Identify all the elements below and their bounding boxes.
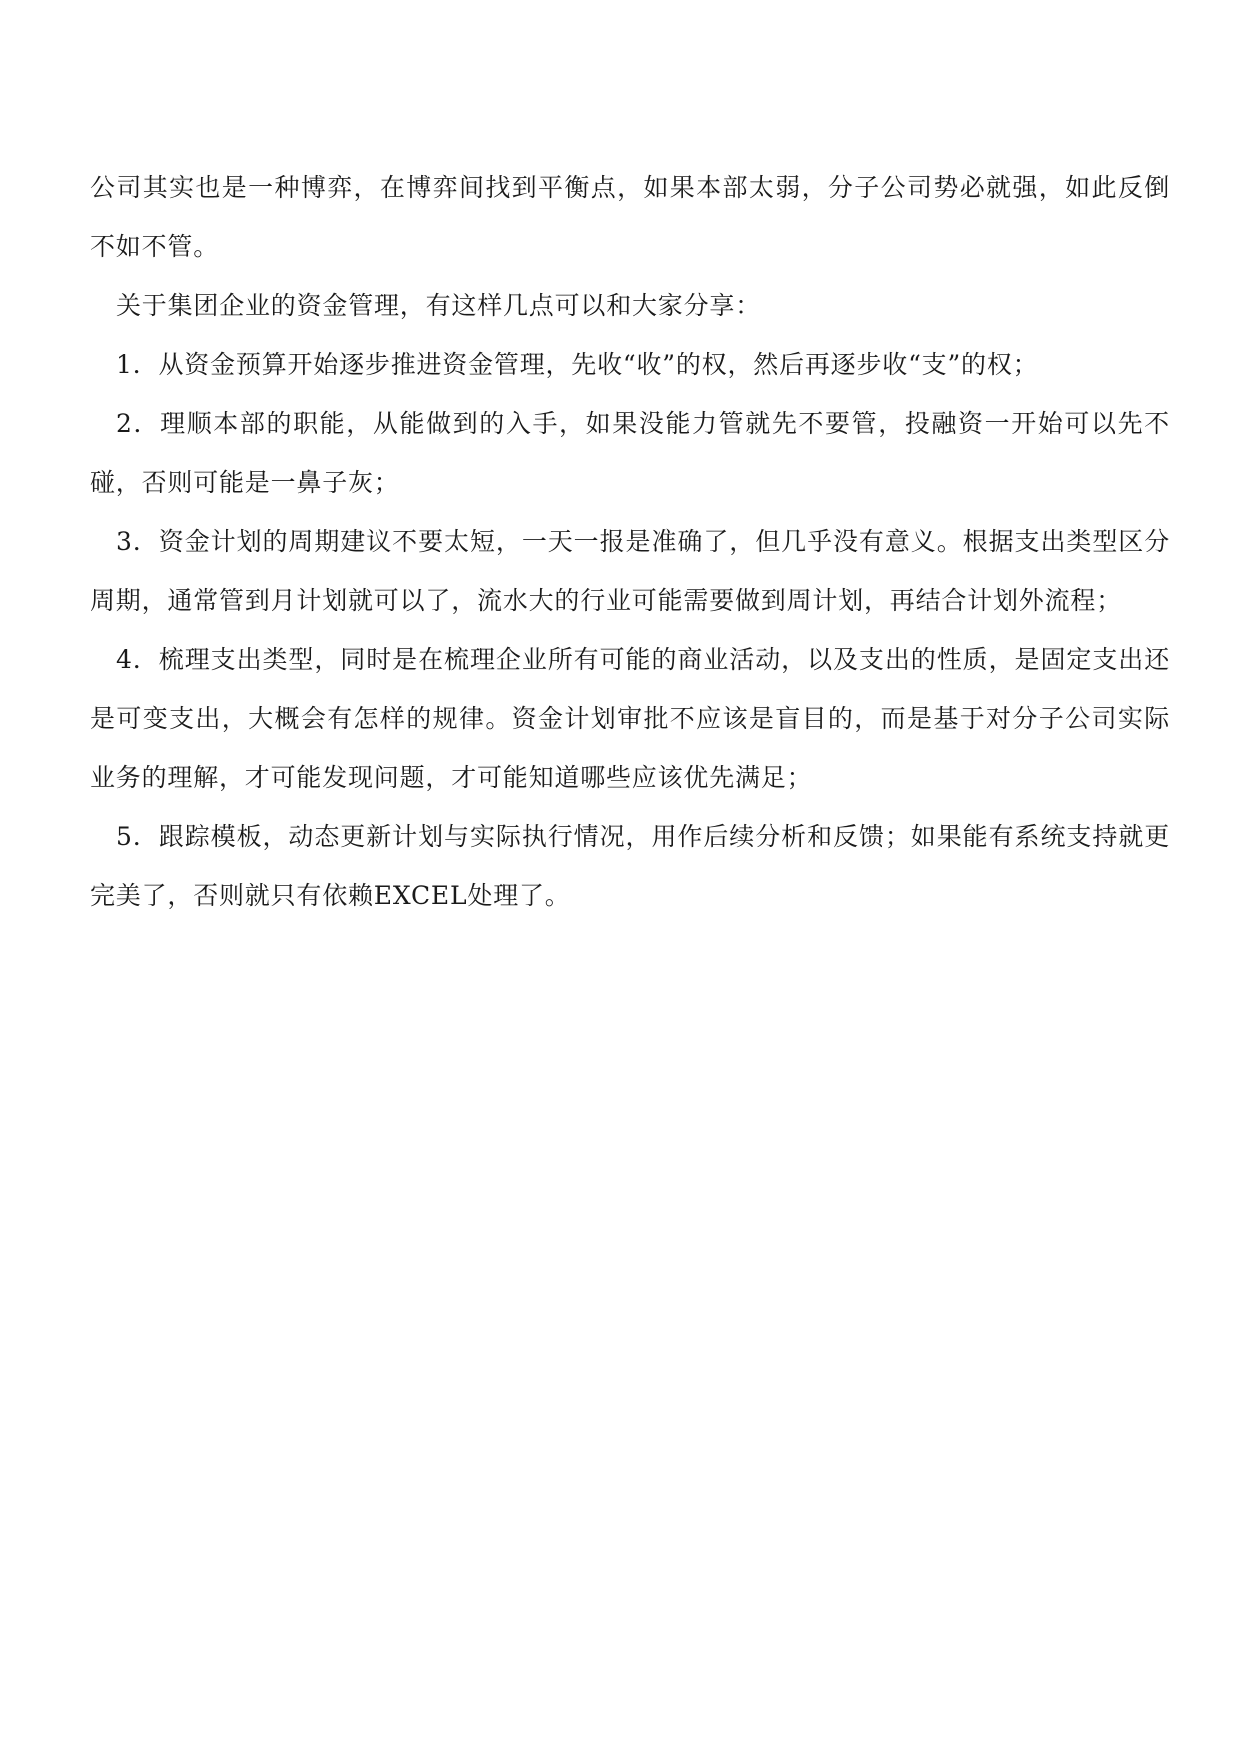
paragraph-intro: 关于集团企业的资金管理，有这样几点可以和大家分享： [116,291,762,320]
document-body [90,158,1170,925]
list-item-5: 5．跟踪模板，动态更新计划与实际执行情况，用作后续分析和反馈；如果能有系统支持就更完美了，否则就只有依赖EXCEL处理了。 [90,822,1170,910]
paragraph-continuation: 公司其实也是一种博弈，在博弈间找到平衡点，如果本部太弱，分子公司势必就强，如此反倒不如不管。 [90,173,1170,261]
list-item-2: 2．理顺本部的职能，从能做到的入手，如果没能力管就先不要管，投融资一开始可以先不碰，否则可能是一鼻子灰； [90,409,1170,497]
list-item-3: 3．资金计划的周期建议不要太短，一天一报是准确了，但几乎没有意义。根据支出类型区分周期，通常管到月计划就可以了，流水大的行业可能需要做到周计划，再结合计划外流程； [90,527,1170,615]
list-item-1: 1．从资金预算开始逐步推进资金管理，先收“收”的权，然后再逐步收“支”的权； [116,350,1039,379]
list-item-4: 4．梳理支出类型，同时是在梳理企业所有可能的商业活动，以及支出的性质，是固定支出还是可变支出，大概会有怎样的规律。资金计划审批不应该是盲目的，而是基于对分子公司实际业务的理解，才可能发现问题，才可能知道哪些应该优先满足； [90,645,1170,792]
